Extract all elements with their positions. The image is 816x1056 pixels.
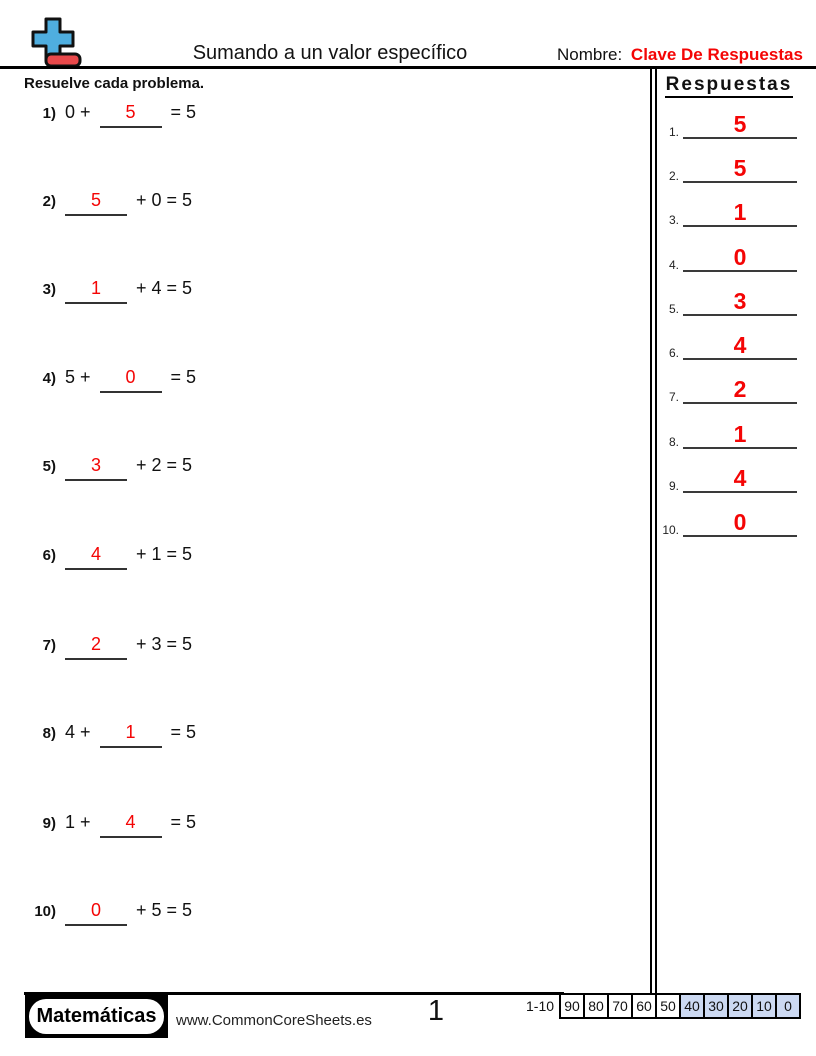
- answer-value: 5: [90, 190, 101, 210]
- answer-blank: [65, 190, 127, 216]
- answer-line: [683, 510, 797, 537]
- answer-number: 1.: [668, 125, 679, 139]
- answer-blank: [100, 812, 162, 838]
- equation-prefix: 1 +: [65, 812, 91, 832]
- problem-number: 2): [42, 193, 56, 210]
- page-number: 1: [427, 995, 445, 1027]
- name-area: [557, 45, 803, 65]
- score-cell: 10: [751, 993, 777, 1019]
- answer-line: [683, 112, 797, 139]
- problem-row: [30, 455, 192, 481]
- answer-number: 7.: [668, 390, 679, 404]
- answer-blank: [100, 367, 162, 393]
- equation-prefix: 0 +: [65, 102, 91, 122]
- problem-row: [30, 722, 196, 748]
- answer-number: 2.: [668, 169, 679, 183]
- instruction-text: Resuelve cada problema.: [24, 75, 205, 92]
- answer-value: 1: [90, 278, 101, 298]
- problem-number: 10): [34, 903, 56, 920]
- answer-row: [655, 200, 797, 227]
- answer-line: [683, 466, 797, 493]
- answer-row: [655, 377, 797, 404]
- problem-number: 9): [42, 815, 56, 832]
- problem-row: [30, 544, 192, 570]
- answer-number: 3.: [668, 213, 679, 227]
- problem-row: [30, 900, 192, 926]
- answer-number: 4.: [668, 258, 679, 272]
- equation-suffix: + 0 = 5: [136, 190, 193, 210]
- score-cell: 60: [631, 993, 657, 1019]
- score-cell: 30: [703, 993, 729, 1019]
- answer-line: [683, 156, 797, 183]
- answer-row: [655, 245, 797, 272]
- score-strip: [526, 993, 801, 1019]
- header-divider-line: [0, 66, 816, 69]
- equation-prefix: 4 +: [65, 722, 91, 742]
- answer-key-value: 4: [733, 465, 747, 491]
- answer-key-value: 0: [733, 244, 747, 270]
- answer-number: 5.: [668, 302, 679, 316]
- answer-key-value: 0: [733, 509, 747, 535]
- problem-row: [30, 102, 196, 128]
- website-url: www.CommonCoreSheets.es: [176, 1012, 372, 1029]
- score-cell: 0: [775, 993, 801, 1019]
- answer-key-value: 1: [733, 199, 747, 225]
- equation-suffix: + 5 = 5: [136, 900, 193, 920]
- answer-key-value: 3: [733, 288, 747, 314]
- problem-row: [30, 190, 192, 216]
- answer-key-value: 2: [733, 376, 747, 402]
- equation-suffix: + 3 = 5: [136, 634, 193, 654]
- answer-row: [655, 422, 797, 449]
- equation-suffix: = 5: [170, 102, 197, 122]
- equation-prefix: 5 +: [65, 367, 91, 387]
- answer-value: 4: [125, 812, 136, 832]
- problem-number: 7): [42, 637, 56, 654]
- answer-line: [683, 377, 797, 404]
- name-label: Nombre:: [557, 45, 623, 64]
- answer-blank: [65, 900, 127, 926]
- answer-row: [655, 156, 797, 183]
- answer-row: [655, 333, 797, 360]
- answer-row: [655, 112, 797, 139]
- answer-blank: [65, 278, 127, 304]
- answer-key-value: 5: [733, 155, 747, 181]
- answer-line: [683, 200, 797, 227]
- answers-panel-title: Respuestas: [662, 74, 796, 96]
- problem-row: [30, 278, 192, 304]
- equation-suffix: = 5: [170, 722, 197, 742]
- answer-blank: [100, 722, 162, 748]
- answer-key-value: 4: [733, 332, 747, 358]
- answer-value: 4: [90, 544, 101, 564]
- answer-blank: [65, 544, 127, 570]
- answer-line: [683, 422, 797, 449]
- score-cell: 50: [655, 993, 681, 1019]
- answer-value: 5: [125, 102, 136, 122]
- problem-row: [30, 367, 196, 393]
- brand-badge: [25, 995, 168, 1038]
- answer-key-value: 5: [733, 111, 747, 137]
- name-value: Clave De Respuestas: [630, 45, 803, 64]
- answer-key-value: 1: [733, 421, 747, 447]
- score-cell: 80: [583, 993, 609, 1019]
- minus-icon: [46, 54, 80, 66]
- problem-number: 6): [42, 547, 56, 564]
- score-cells: [561, 993, 801, 1019]
- score-cell: 70: [607, 993, 633, 1019]
- answer-value: 0: [90, 900, 101, 920]
- equation-suffix: = 5: [170, 812, 197, 832]
- answer-blank: [65, 455, 127, 481]
- answer-number: 9.: [668, 479, 679, 493]
- answer-line: [683, 333, 797, 360]
- score-cell: 20: [727, 993, 753, 1019]
- brand-badge-label: Matemáticas: [29, 999, 164, 1034]
- score-range-label: 1-10: [526, 998, 555, 1014]
- problem-row: [30, 812, 196, 838]
- answer-number: 6.: [668, 346, 679, 360]
- answer-blank: [100, 102, 162, 128]
- answer-number: 8.: [668, 435, 679, 449]
- equation-suffix: = 5: [170, 367, 197, 387]
- answer-value: 1: [125, 722, 136, 742]
- equation-suffix: + 4 = 5: [136, 278, 193, 298]
- answer-row: [655, 510, 797, 537]
- answer-line: [683, 289, 797, 316]
- equation-suffix: + 2 = 5: [136, 455, 193, 475]
- problem-number: 8): [42, 725, 56, 742]
- score-cell: 90: [559, 993, 585, 1019]
- problem-number: 4): [42, 370, 56, 387]
- answer-value: 0: [125, 367, 136, 387]
- plus-minus-logo: [26, 16, 84, 70]
- problem-row: [30, 634, 192, 660]
- answer-row: [655, 289, 797, 316]
- equation-suffix: + 1 = 5: [136, 544, 193, 564]
- answer-value: 3: [90, 455, 101, 475]
- answer-line: [683, 245, 797, 272]
- answer-number: 10.: [662, 523, 679, 537]
- answer-blank: [65, 634, 127, 660]
- score-cell: 40: [679, 993, 705, 1019]
- answer-value: 2: [90, 634, 101, 654]
- page-title: Sumando a un valor específico: [192, 42, 468, 64]
- answer-row: [655, 466, 797, 493]
- problem-number: 1): [42, 105, 56, 122]
- problem-number: 3): [42, 281, 56, 298]
- problem-number: 5): [42, 458, 56, 475]
